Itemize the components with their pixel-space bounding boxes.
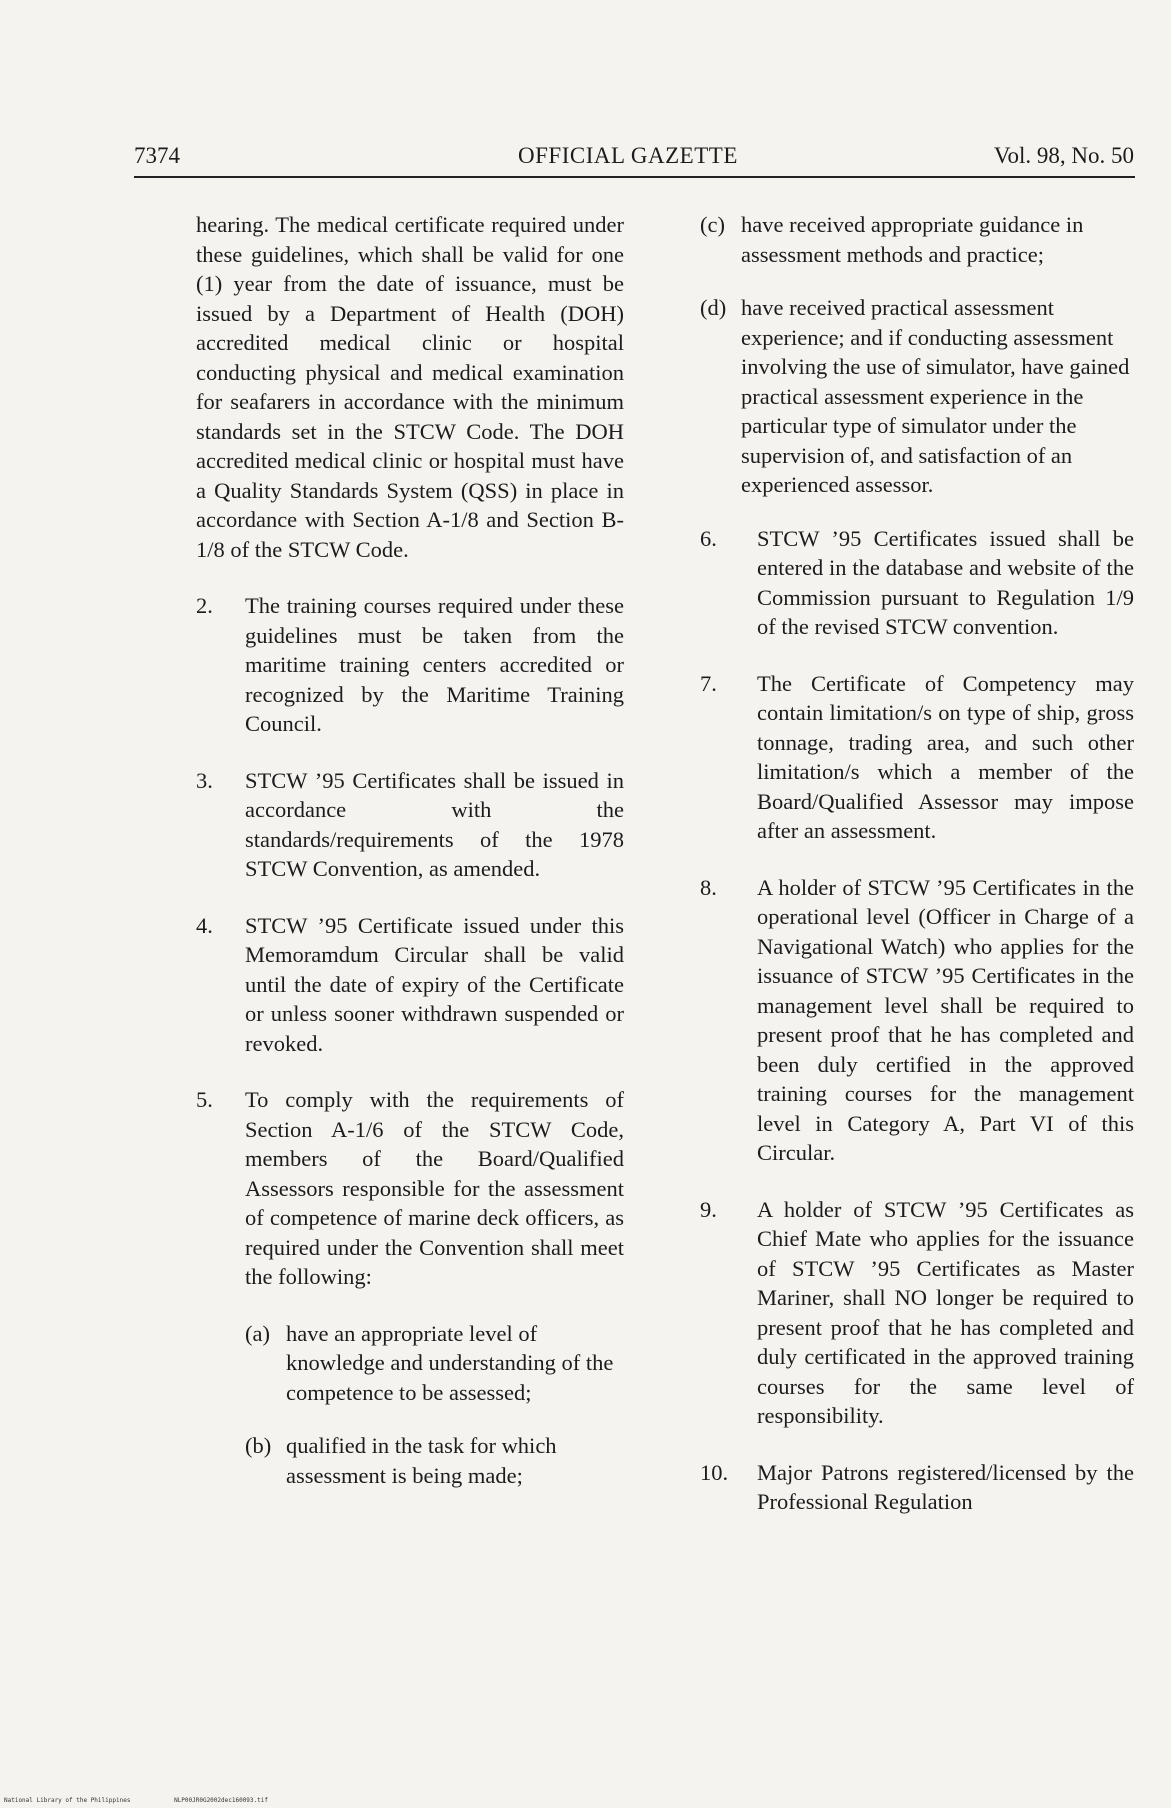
sub-item-letter: (b) — [245, 1433, 272, 1458]
list-item — [700, 524, 1134, 642]
sub-item-letter: (a) — [245, 1320, 270, 1346]
sub-item — [245, 1319, 624, 1408]
item-number: 3. — [196, 767, 213, 793]
left-column — [196, 210, 624, 1514]
sub-item — [700, 293, 1134, 500]
sub-item — [245, 1431, 624, 1490]
item-text: Major Patrons registered/licensed by the Professional Regulation — [757, 1459, 1134, 1514]
list-item — [196, 591, 624, 739]
item-text: The training courses required under these guidelines must be taken from the maritime training centers accredited or recognized by the Maritime Training Council. — [245, 593, 624, 736]
item-text: STCW ’95 Certificates issued shall be entered in the database and website of the Commission pursuant to Regulation 1/9 of the revised STCW convention. — [757, 525, 1134, 639]
sub-item-text: have received practical assessment experience; and if conducting assessment involving the use of simulator, have gained practical assessment experience in the particular type of simulator under the supervision of, and satisfaction of an experienced assessor. — [741, 295, 1130, 497]
item-text: A holder of STCW ’95 Certificates in the operational level (Officer in Charge of a Navigational Watch) who applies for the issuance of STCW ’95 Certificates in the management level shall be required to present proof that he has completed and been duly certified in the approved training courses for the management level in Category A, Part VI of this Circular. — [757, 874, 1134, 1165]
item-number: 8. — [700, 874, 717, 900]
page-header — [134, 143, 1134, 177]
list-item — [700, 1458, 1134, 1517]
volume-issue: Vol. 98, No. 50 — [993, 143, 1134, 168]
list-item — [700, 669, 1134, 846]
item-text: To comply with the requirements of Section A-1/6 of the STCW Code, members of the Board/Qualified Assessors responsible for the assessment of competence of marine deck officers, as required under the Convention shall meet the following: — [245, 1087, 624, 1289]
list-item — [700, 1195, 1134, 1431]
list-item — [196, 766, 624, 884]
page-number: 7374 — [134, 143, 180, 168]
sub-item-text: qualified in the task for which assessment is being made; — [286, 1433, 557, 1488]
item-text: A holder of STCW ’95 Certificates as Chief Mate who applies for the issuance of STCW ’95 Certificates as Master Mariner, shall NO longer be required to present proof that he has completed and duly certificated in the approved training courses for the same level of responsibility. — [757, 1196, 1134, 1428]
item-text: The Certificate of Competency may contain limitation/s on type of ship, gross tonnage, trading area, and such other limitation/s which a member of the Board/Qualified Assessor may impose after an assessment. — [757, 670, 1134, 843]
item-number: 5. — [196, 1087, 213, 1112]
library-credit: National Library of the Philippines — [4, 1797, 131, 1804]
list-item — [196, 1085, 624, 1292]
continued-paragraph: hearing. The medical certificate required under these guidelines, which shall be valid for one (1) year from the date of issuance, must be issued by a Department of Health (DOH) accredited medical clinic or hospital conducting physical and medical examination for seafarers in accordance with the minimum standards set in the STCW Code. The DOH accredited medical clinic or hospital must have a Quality Standards System (QSS) in place in accordance with Section A-1/8 and Section B-1/8 of the STCW Code. — [196, 212, 624, 562]
list-item — [700, 873, 1134, 1168]
sub-item-text: have received appropriate guidance in assessment methods and practice; — [741, 212, 1084, 267]
item-number: 10. — [700, 1459, 729, 1485]
item-number: 6. — [700, 525, 717, 551]
scan-footer — [0, 1797, 1171, 1804]
sub-item-text: have an appropriate level of knowledge and understanding of the competence to be assessed; — [286, 1320, 614, 1405]
item-number: 4. — [196, 912, 213, 938]
list-item — [196, 911, 624, 1059]
item-number: 2. — [196, 593, 213, 618]
header-rule — [134, 176, 1135, 178]
publication-title: OFFICIAL GAZETTE — [518, 143, 738, 168]
item-number: 9. — [700, 1196, 717, 1222]
sub-item — [700, 210, 1134, 269]
item-text: STCW ’95 Certificates shall be issued in accordance with the standards/requirements of the 1978 STCW Convention, as amended. — [245, 767, 624, 881]
right-column — [700, 210, 1134, 1544]
item-number: 7. — [700, 670, 717, 696]
sub-item-letter: (c) — [700, 212, 725, 237]
sub-list — [245, 1319, 624, 1491]
scan-filename: NLP00JR0G2002dec160093.tif — [174, 1797, 268, 1804]
sub-item-letter: (d) — [700, 295, 727, 320]
item-text: STCW ’95 Certificate issued under this Memoramdum Circular shall be valid until the date of expiry of the Certificate or unless sooner withdrawn suspended or revoked. — [245, 912, 624, 1056]
